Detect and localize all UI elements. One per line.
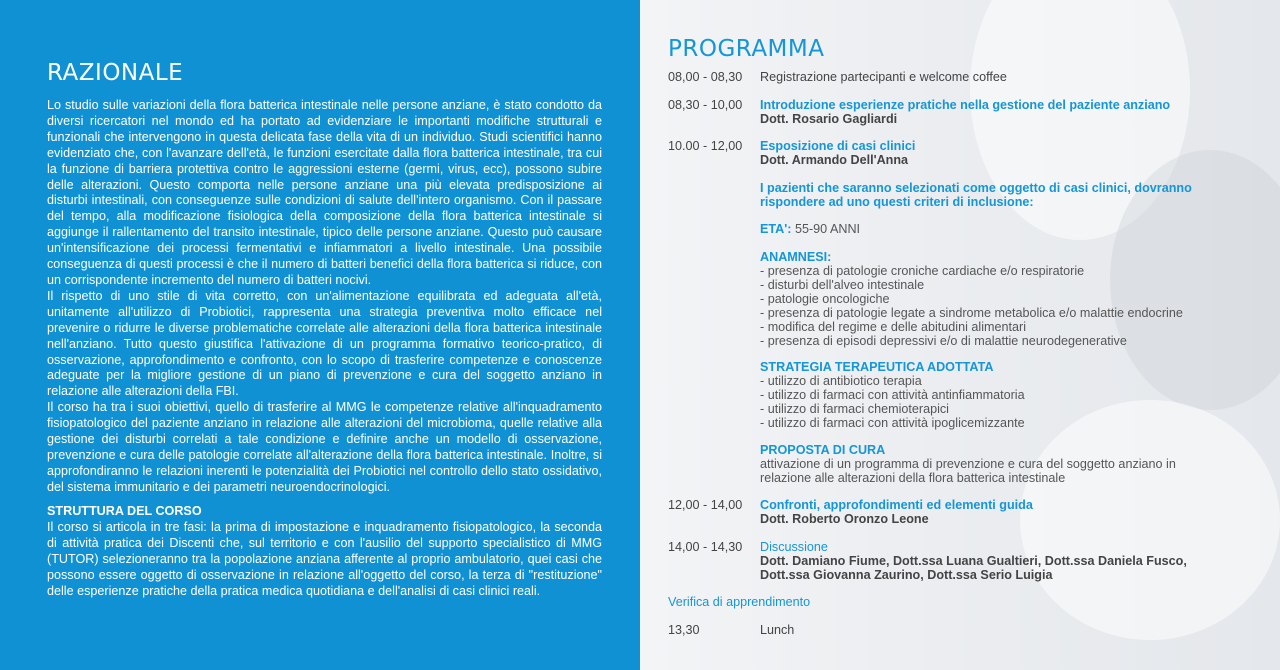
razionale-paragraph: Lo studio sulle variazioni della flora batterica intestinale nelle persone anziane, è stato condotto da diversi ricercatori nel mondo ed ha portato ad evidenziare le importanti modifiche strutturali e funzionali che intervengono in questa delicata fase della vita di un individuo. Studi scientifici hanno evidenziato che, con l'avanzare dell'età, le funzioni esercitate dalla flora batterica intestinale, tra cui la funzione di barriera protettiva contro le aggressioni esterne (germi, virus, ecc), possono subire delle alterazioni. Questo comporta nelle persone anziane una più elevata predisposizione ai disturbi intestinali, con conseguenze sulle condizioni di salute dell'intero organismo. Con il passare del tempo, alla modificazione fisiologica della composizione della flora batterica intestinale si aggiunge il rallentamento del transito intestinale, tipico delle persone anziane. Questo può causare un'intensificazione dei processi fermentativi e infiammatori a livello intestinale. Una possibile conseguenza di questi processi è che il numero di batteri benefici della flora batterica si riduce, con un corrispondente incremento del numero di batteri nocivi.: [47, 98, 602, 287]
list-item: - utilizzo di farmaci con attività ipoglicemizzante: [760, 416, 1025, 430]
list-item: - utilizzo di antibiotico terapia: [760, 374, 922, 388]
schedule-session-title: Introduzione esperienze pratiche nella gestione del paziente anziano: [760, 98, 1171, 112]
schedule-time: 08,00 - 08,30: [668, 70, 743, 84]
anamnesi-title: ANAMNESI:: [760, 250, 832, 264]
list-item: - utilizzo di farmaci chemioterapici: [760, 402, 949, 416]
criteria-proposta: PROPOSTA DI CURA attivazione di un programma di prevenzione e cura del soggetto anziano in relazione alle alterazioni della flora batterica intestinale: [760, 443, 1230, 485]
schedule-speaker: Dott. Rosario Gagliardi: [760, 112, 898, 126]
list-item: - presenza di patologie legate a sindrome metabolica e/o malattie endocrine: [760, 306, 1183, 320]
schedule-speaker: Dott. Roberto Oronzo Leone: [760, 512, 929, 526]
schedule-speaker: Dott. Damiano Fiume, Dott.ssa Luana Gualtieri, Dott.ssa Daniela Fusco,: [760, 554, 1187, 568]
razionale-text: [47, 98, 602, 496]
section-title-programma: PROGRAMMA: [668, 36, 825, 62]
list-item: - presenza di patologie croniche cardiache e/o respiratorie: [760, 264, 1085, 278]
criteria-anamnesi: [760, 250, 1230, 348]
strategia-title: STRATEGIA TERAPEUTICA ADOTTATA: [760, 360, 994, 374]
criteria-eta: [760, 222, 1230, 236]
schedule-time: 10.00 - 12,00: [668, 139, 743, 153]
schedule-time: 14,00 - 14,30: [668, 540, 743, 554]
section-title-razionale: RAZIONALE: [47, 60, 184, 86]
proposta-title: PROPOSTA DI CURA: [760, 443, 886, 457]
schedule-session-title: Esposizione di casi clinici: [760, 139, 916, 153]
verifica-label: Verifica di apprendimento: [668, 595, 811, 609]
schedule-speaker: Dott.ssa Giovanna Zaurino, Dott.ssa Serio Luigia: [760, 568, 1053, 582]
schedule-time: 13,30: [668, 623, 700, 637]
section-title-struttura: STRUTTURA DEL CORSO: [47, 504, 202, 518]
schedule-time: 12,00 - 14,00: [668, 498, 743, 512]
list-item: - patologie oncologiche: [760, 292, 890, 306]
criteria-strategia: [760, 360, 1230, 430]
list-item: - modifica del regime e delle abitudini alimentari: [760, 320, 1026, 334]
schedule-session-title: Discussione: [760, 540, 828, 554]
schedule-text: Lunch: [760, 623, 795, 637]
schedule-text: Registrazione partecipanti e welcome coffee: [760, 70, 1007, 84]
list-item: - utilizzo di farmaci con attività antinfiammatoria: [760, 388, 1025, 402]
schedule-time: 08,30 - 10,00: [668, 98, 743, 112]
razionale-paragraph: Il rispetto di uno stile di vita corretto, con un'alimentazione equilibrata ed adeguata all'età, unitamente all'utilizzo di Probiotici, rappresenta una strategia preventiva molto efficace nel prevenire o ridurre le diverse problematiche correlate alle alterazioni della flora batterica intestinale nell'anziano. Tutto questo giustifica l'attivazione di un programma formativo teorico-pratico, di osservazione, approfondimento e confronto, con lo scopo di trasferire competenze e conoscenze adeguate per la migliore gestione di un piano di prevenzione e cura del soggetto anziano in relazione alle alterazioni della FBI.: [47, 288, 602, 399]
schedule-session-title: Confronti, approfondimenti ed elementi guida: [760, 498, 1033, 512]
eta-value: 55-90 ANNI: [791, 222, 861, 236]
razionale-paragraph: Il corso ha tra i suoi obiettivi, quello di trasferire al MMG le competenze relative all'inquadramento fisiopatologico del paziente anziano in relazione alle alterazioni del microbioma, quelle relative alla gestione dei disturbi correlati a tale condizione e definire anche un modello di osservazione, prevenzione e cura delle patologie correlate all'alterazione della flora batterica intestinale. Inoltre, si approfondiranno le relazioni inerenti le potenzialità dei Probiotici nel controllo dello stato ossidativo, del sistema immunitario e dei parametri neuroendocrinologici.: [47, 400, 602, 494]
eta-label: ETA':: [760, 222, 792, 236]
struttura-text: Il corso si articola in tre fasi: la prima di impostazione e inquadramento fisiopatologico, la seconda di attività pratica dei Discenti che, sul territorio e con l'ausilio del supporto specialistico di MMG (TUTOR) selezioneranno tra la popolazione anziana afferente al proprio ambulatorio, quei casi che possono essere oggetto di osservazione in relazione all'oggetto del corso, la terza di "restituzione" delle esperienze pratiche della pratica medica quotidiana e dell'analisi di casi clinici reali.: [47, 520, 602, 598]
list-item: - presenza di episodi depressivi e/o di malattie neurodegenerative: [760, 334, 1127, 348]
list-item: - disturbi dell'alveo intestinale: [760, 278, 925, 292]
schedule-speaker: Dott. Armando Dell'Anna: [760, 153, 909, 167]
criteria-intro: I pazienti che saranno selezionati come oggetto di casi clinici, dovranno rispondere ad uno questi criteri di inclusione:: [760, 181, 1192, 209]
